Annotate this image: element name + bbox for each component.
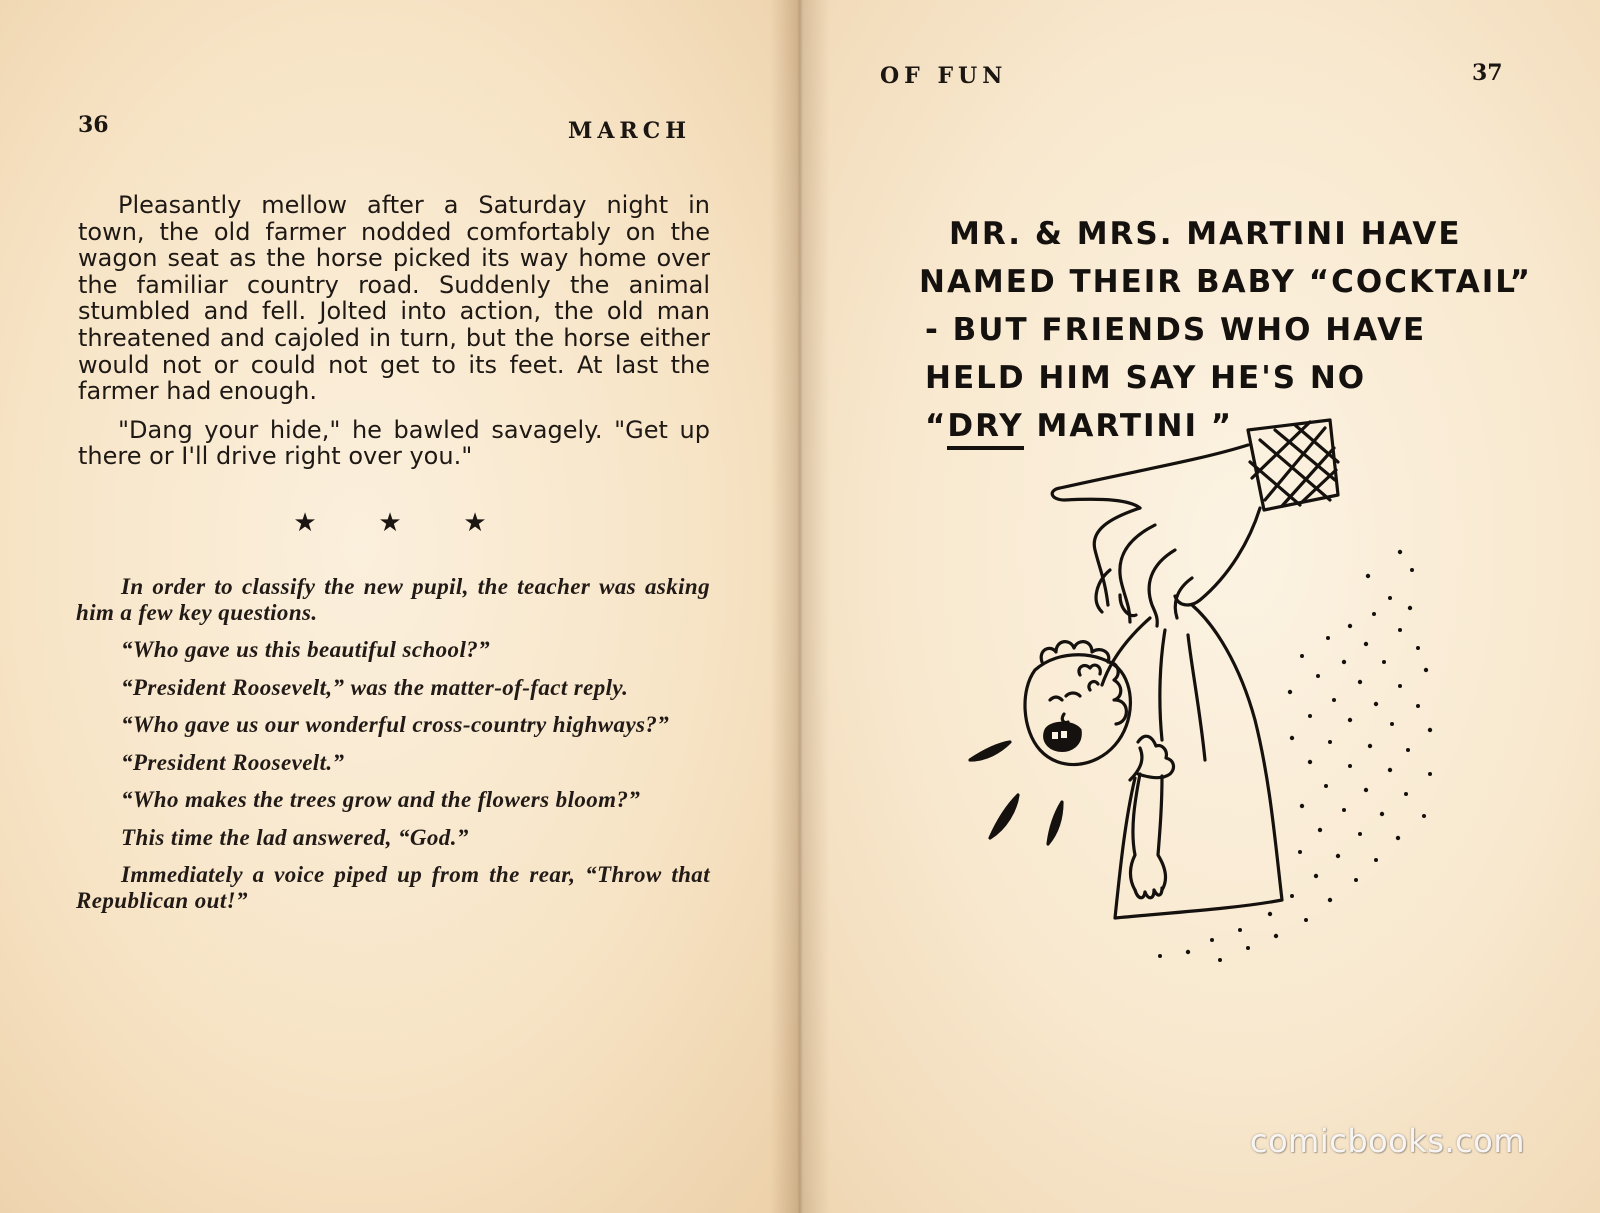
joke-paragraph: “President Roosevelt,” was the matter-of-fact reply. (121, 674, 629, 700)
caption-line: - BUT FRIENDS WHO HAVE (925, 312, 1427, 348)
running-head-left: MARCH (568, 118, 692, 144)
joke-paragraph: In order to classify the new pupil, the teacher was asking him a few key questions. (76, 574, 710, 625)
farmer-story (78, 192, 710, 482)
joke-paragraph: “President Roosevelt.” (121, 749, 345, 775)
joke-paragraph: “Who makes the trees grow and the flowers bloom?” (121, 787, 641, 812)
star-icon: ★ (463, 508, 487, 538)
running-head-right: OF FUN (880, 63, 1008, 89)
caption-quote: “ (925, 408, 948, 444)
star-icon: ★ (293, 508, 317, 538)
caption-underlined-word: DRY (947, 408, 1023, 450)
watermark: comicbooks.com (1250, 1122, 1526, 1160)
section-divider (290, 508, 490, 538)
star-icon: ★ (378, 508, 402, 538)
joke-paragraph: Immediately a voice piped up from the rear, “Throw that Republican out!” (76, 862, 710, 913)
joke-paragraph: “Who gave us this beautiful school?” (121, 637, 491, 662)
joke-paragraph: This time the lad answered, “God.” (121, 824, 469, 850)
caption-line: HELD HIM SAY HE'S NO (925, 360, 1367, 396)
caption-line: MR. & MRS. MARTINI HAVE (949, 216, 1462, 252)
cartoon-hand-holding-crying-baby-icon (930, 400, 1490, 980)
caption-line-rest: MARTINI ” (1023, 408, 1234, 444)
page-number-left: 36 (78, 112, 109, 138)
teacher-joke (76, 574, 710, 925)
book-gutter (770, 0, 830, 1213)
caption-line: NAMED THEIR BABY “COCKTAIL” (919, 264, 1532, 300)
joke-paragraph: “Who gave us our wonderful cross-country highways?” (121, 712, 670, 737)
story-paragraph: "Dang your hide," he bawled savagely. "Get up there or I'll drive right over you." (78, 415, 710, 471)
page-number-right: 37 (1472, 60, 1503, 86)
story-paragraph: Pleasantly mellow after a Saturday night in town, the old farmer nodded comfortably on the wagon seat as the horse picked its way home over the familiar country road. Suddenly the animal stumbled and fell. Jolted into action, the old man threatened and cajoled in turn, but the horse either would not or could not get to its feet. At last the farmer had enough. (78, 191, 710, 406)
